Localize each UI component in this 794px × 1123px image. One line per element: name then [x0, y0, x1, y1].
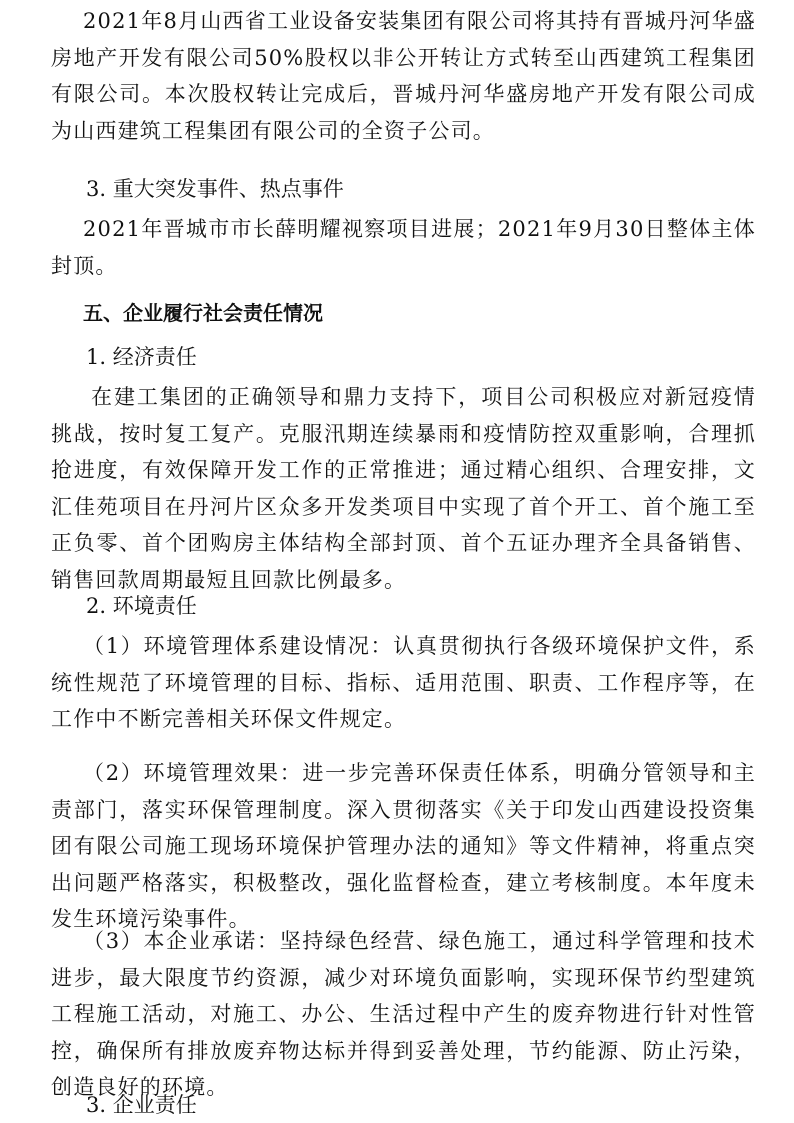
paragraph-events-detail: 2021年晋城市市长薛明耀视察项目进展；2021年9月30日整体主体封顶。: [51, 217, 756, 278]
subheading-major-events: 3. 重大突发事件、热点事件: [86, 177, 344, 201]
subheading-corporate-responsibility: 3. 企业责任: [86, 1093, 197, 1117]
section-heading-social-responsibility: 五、企业履行社会责任情况: [83, 301, 323, 325]
paragraph-env-commitment: （3）本企业承诺：坚持绿色经营、绿色施工，通过科学管理和技术进步，最大限度节约资源，减少对环境负面影响，实现环保节约型建筑工程施工活动，对施工、办公、生活过程中产生的废弃物进行针对性管控，确保所有排放废弃物达标并得到妥善处理，节约能源、防止污染，创造良好的环境。: [51, 929, 756, 1099]
paragraph-equity-transfer: 2021年8月山西省工业设备安装集团有限公司将其持有晋城丹河华盛房地产开发有限公司50%股权以非公开转让方式转至山西建筑工程集团有限公司。本次股权转让完成后，晋城丹河华盛房地产开发有限公司成为山西建筑工程集团有限公司的全资子公司。: [51, 9, 756, 143]
paragraph-env-system: （1）环境管理体系建设情况：认真贯彻执行各级环境保护文件，系统性规范了环境管理的目标、指标、适用范围、职责、工作程序等，在工作中不断完善相关环保文件规定。: [51, 634, 756, 731]
subheading-economic-responsibility: 1. 经济责任: [86, 345, 197, 369]
paragraph-economic-detail: 在建工集团的正确领导和鼎力支持下，项目公司积极应对新冠疫情挑战，按时复工复产。克服汛期连续暴雨和疫情防控双重影响，合理抓抢进度，有效保障开发工作的正常推进；通过精心组织、合理安排，文汇佳苑项目在丹河片区众多开发类项目中实现了首个开工、首个施工至正负零、首个团购房主体结构全部封顶、首个五证办理齐全具备销售、销售回款周期最短且回款比例最多。: [51, 385, 756, 592]
subheading-environmental-responsibility: 2. 环境责任: [86, 594, 197, 618]
paragraph-env-effect: （2）环境管理效果：进一步完善环保责任体系，明确分管领导和主责部门，落实环保管理制度。深入贯彻落实《关于印发山西建设投资集团有限公司施工现场环境保护管理办法的通知》等文件精神，将重点突出问题严格落实，积极整改，强化监督检查，建立考核制度。本年度未发生环境污染事件。: [51, 761, 756, 931]
